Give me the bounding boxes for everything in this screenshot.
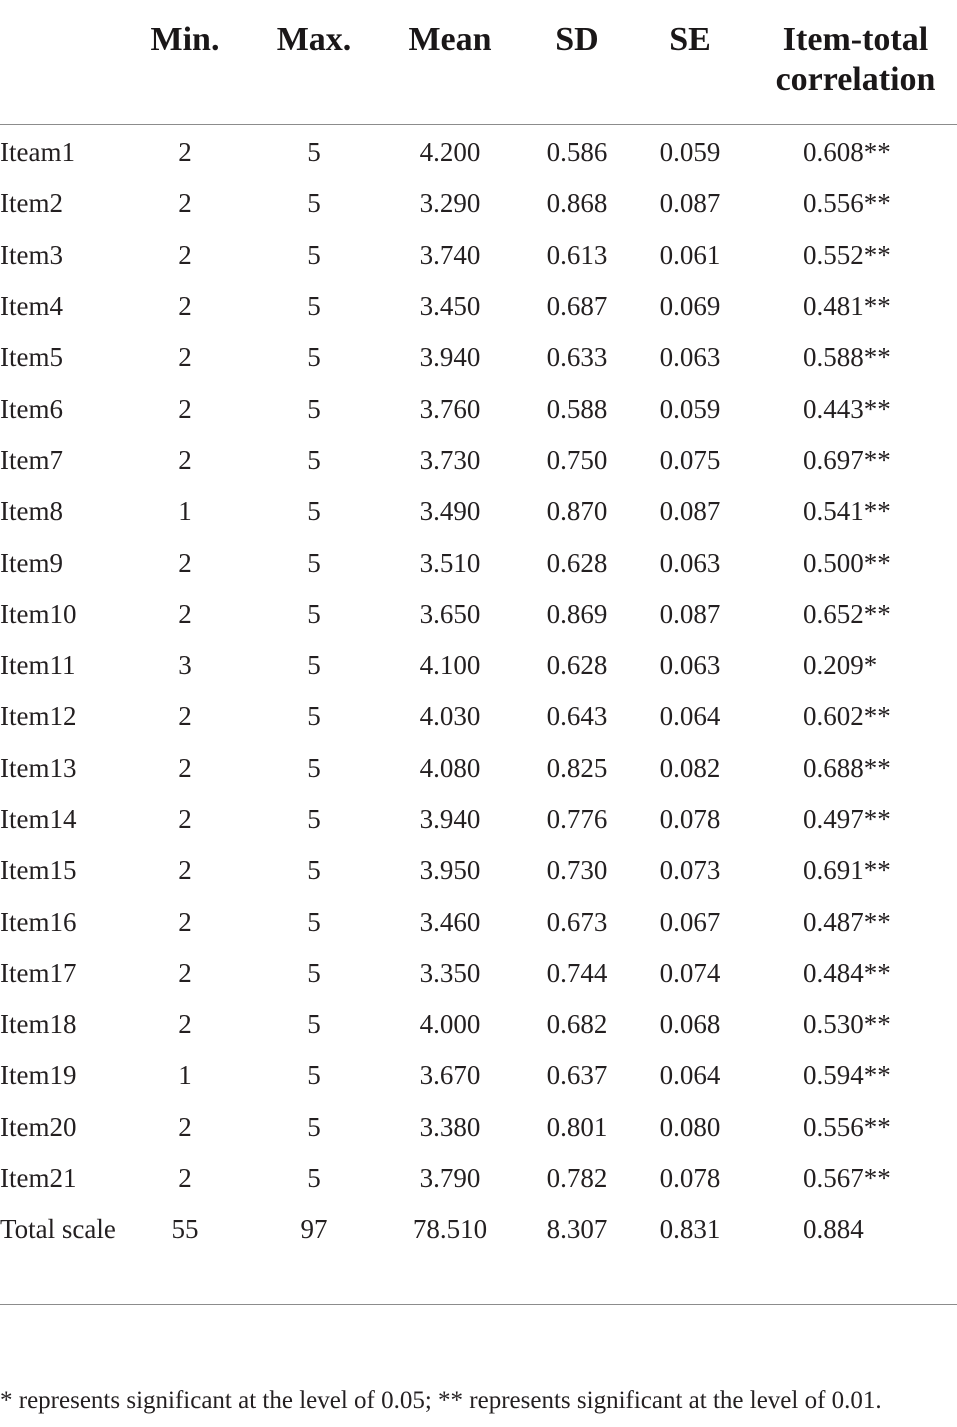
cell-correlation: 0.594** bbox=[803, 1060, 891, 1091]
header-se: SE bbox=[630, 0, 750, 125]
cell-max: 5 bbox=[307, 804, 321, 834]
cell-mean: 3.490 bbox=[419, 496, 481, 527]
table-row bbox=[0, 230, 957, 281]
cell-min: 2 bbox=[178, 188, 192, 219]
row-label: Item11 bbox=[0, 650, 76, 681]
cell-se: 0.064 bbox=[659, 1060, 721, 1091]
table-row bbox=[0, 845, 957, 896]
cell-correlation: 0.556** bbox=[803, 188, 891, 219]
cell-min: 2 bbox=[178, 752, 192, 783]
cell-correlation: 0.500** bbox=[803, 547, 891, 578]
cell-correlation: 0.588** bbox=[803, 342, 891, 373]
cell-min: 2 bbox=[178, 906, 192, 937]
cell-se: 0.087 bbox=[659, 188, 721, 219]
cell-mean: 3.940 bbox=[419, 342, 481, 373]
row-label: Item2 bbox=[0, 188, 63, 219]
cell-correlation: 0.691** bbox=[803, 855, 891, 886]
cell-sd: 0.637 bbox=[546, 1060, 608, 1091]
cell-mean: 3.380 bbox=[419, 1111, 481, 1142]
cell-sd: 0.825 bbox=[546, 752, 608, 783]
cell-mean: 3.650 bbox=[419, 598, 481, 629]
cell-max: 5 bbox=[307, 496, 321, 527]
table-row bbox=[0, 640, 957, 691]
cell-sd: 0.682 bbox=[546, 1009, 608, 1040]
table-row bbox=[0, 896, 957, 947]
cell-max: 5 bbox=[307, 1111, 321, 1142]
row-label: Item7 bbox=[0, 444, 63, 475]
cell-min: 2 bbox=[178, 957, 192, 988]
cell-sd: 0.750 bbox=[546, 444, 608, 475]
cell-max: 97 bbox=[252, 1204, 376, 1305]
cell-sd: 0.643 bbox=[546, 701, 608, 732]
cell-correlation: 0.697** bbox=[803, 444, 891, 475]
cell-sd: 0.628 bbox=[546, 547, 608, 578]
cell-mean: 4.100 bbox=[419, 650, 481, 681]
cell-mean: 78.510 bbox=[376, 1204, 524, 1305]
cell-se: 0.078 bbox=[659, 1163, 721, 1194]
row-label: Iteam1 bbox=[0, 137, 75, 168]
cell-se: 0.075 bbox=[659, 444, 721, 475]
cell-max: 5 bbox=[307, 752, 321, 783]
cell-max: 5 bbox=[307, 650, 321, 681]
cell-mean: 3.760 bbox=[419, 393, 481, 424]
cell-se: 0.059 bbox=[659, 137, 721, 168]
row-label: Item6 bbox=[0, 393, 63, 424]
cell-max: 5 bbox=[307, 393, 321, 424]
total-row bbox=[0, 1204, 957, 1305]
row-label: Item21 bbox=[0, 1163, 77, 1194]
cell-min: 2 bbox=[178, 598, 192, 629]
cell-max: 5 bbox=[307, 239, 321, 270]
row-label: Item10 bbox=[0, 598, 77, 629]
row-label: Item17 bbox=[0, 957, 77, 988]
header-min: Min. bbox=[118, 0, 252, 125]
cell-sd: 0.633 bbox=[546, 342, 608, 373]
cell-correlation: 0.487** bbox=[803, 906, 891, 937]
cell-min: 1 bbox=[178, 1060, 192, 1091]
row-label: Item20 bbox=[0, 1111, 77, 1142]
cell-se: 0.087 bbox=[659, 496, 721, 527]
cell-se: 0.831 bbox=[630, 1204, 750, 1305]
table-row bbox=[0, 948, 957, 999]
cell-sd: 0.588 bbox=[546, 393, 608, 424]
cell-se: 0.069 bbox=[659, 291, 721, 322]
cell-max: 5 bbox=[307, 1060, 321, 1091]
table-row bbox=[0, 999, 957, 1050]
header-sd: SD bbox=[524, 0, 630, 125]
cell-se: 0.063 bbox=[659, 650, 721, 681]
cell-min: 2 bbox=[178, 701, 192, 732]
cell-mean: 3.350 bbox=[419, 957, 481, 988]
cell-min: 2 bbox=[178, 393, 192, 424]
cell-se: 0.063 bbox=[659, 547, 721, 578]
cell-min: 1 bbox=[178, 496, 192, 527]
cell-max: 5 bbox=[307, 188, 321, 219]
cell-max: 5 bbox=[307, 598, 321, 629]
row-label: Item13 bbox=[0, 752, 77, 783]
table-footnote: * represents significant at the level of 0.05; ** represents significant at the level of 0.01. bbox=[0, 1387, 882, 1414]
cell-mean: 3.290 bbox=[419, 188, 481, 219]
row-label: Item15 bbox=[0, 855, 77, 886]
table-row bbox=[0, 537, 957, 588]
cell-min: 3 bbox=[178, 650, 192, 681]
cell-min: 2 bbox=[178, 239, 192, 270]
cell-min: 2 bbox=[178, 444, 192, 475]
cell-mean: 3.950 bbox=[419, 855, 481, 886]
cell-max: 5 bbox=[307, 444, 321, 475]
cell-max: 5 bbox=[307, 342, 321, 373]
row-label: Item3 bbox=[0, 239, 63, 270]
cell-mean: 4.200 bbox=[419, 137, 481, 168]
cell-min: 2 bbox=[178, 1111, 192, 1142]
cell-max: 5 bbox=[307, 957, 321, 988]
cell-mean: 3.740 bbox=[419, 239, 481, 270]
row-label: Item18 bbox=[0, 1009, 77, 1040]
cell-se: 0.080 bbox=[659, 1111, 721, 1142]
cell-max: 5 bbox=[307, 1163, 321, 1194]
cell-sd: 0.730 bbox=[546, 855, 608, 886]
cell-max: 5 bbox=[307, 1009, 321, 1040]
table-row bbox=[0, 589, 957, 640]
cell-correlation: 0.209* bbox=[803, 650, 878, 681]
cell-mean: 3.460 bbox=[419, 906, 481, 937]
cell-se: 0.074 bbox=[659, 957, 721, 988]
cell-mean: 3.730 bbox=[419, 444, 481, 475]
cell-se: 0.059 bbox=[659, 393, 721, 424]
cell-sd: 0.586 bbox=[546, 137, 608, 168]
cell-correlation: 0.484** bbox=[803, 957, 891, 988]
cell-correlation: 0.443** bbox=[803, 393, 891, 424]
cell-min: 2 bbox=[178, 1009, 192, 1040]
cell-sd: 0.628 bbox=[546, 650, 608, 681]
cell-max: 5 bbox=[307, 855, 321, 886]
cell-correlation: 0.481** bbox=[803, 291, 891, 322]
table-row bbox=[0, 1153, 957, 1204]
cell-se: 0.078 bbox=[659, 804, 721, 834]
row-label: Item16 bbox=[0, 906, 77, 937]
table-row bbox=[0, 125, 957, 179]
cell-sd: 0.869 bbox=[546, 598, 608, 629]
cell-sd: 8.307 bbox=[524, 1204, 630, 1305]
table-row bbox=[0, 281, 957, 332]
cell-sd: 0.868 bbox=[546, 188, 608, 219]
cell-max: 5 bbox=[307, 547, 321, 578]
row-label: Item14 bbox=[0, 804, 77, 834]
row-label: Item5 bbox=[0, 342, 63, 373]
cell-correlation: 0.567** bbox=[803, 1163, 891, 1194]
header-max: Max. bbox=[252, 0, 376, 125]
table-row bbox=[0, 743, 957, 794]
cell-min: 2 bbox=[178, 1163, 192, 1194]
cell-sd: 0.776 bbox=[546, 804, 608, 834]
cell-min: 2 bbox=[178, 291, 192, 322]
cell-sd: 0.870 bbox=[546, 496, 608, 527]
cell-se: 0.064 bbox=[659, 701, 721, 732]
cell-sd: 0.673 bbox=[546, 906, 608, 937]
cell-max: 5 bbox=[307, 906, 321, 937]
cell-min: 2 bbox=[178, 342, 192, 373]
cell-mean: 3.940 bbox=[419, 804, 481, 834]
cell-sd: 0.782 bbox=[546, 1163, 608, 1194]
cell-se: 0.082 bbox=[659, 752, 721, 783]
row-label: Total scale bbox=[0, 1204, 118, 1305]
table-row bbox=[0, 435, 957, 486]
row-label: Item12 bbox=[0, 701, 77, 732]
cell-se: 0.068 bbox=[659, 1009, 721, 1040]
table-row bbox=[0, 1102, 957, 1153]
cell-mean: 3.510 bbox=[419, 547, 481, 578]
table-row bbox=[0, 691, 957, 742]
cell-correlation: 0.652** bbox=[803, 598, 891, 629]
cell-correlation: 0.530** bbox=[803, 1009, 891, 1040]
table-row bbox=[0, 178, 957, 229]
table-row bbox=[0, 486, 957, 537]
table-row bbox=[0, 332, 957, 383]
row-label: Item4 bbox=[0, 291, 63, 322]
row-label: Item9 bbox=[0, 547, 63, 578]
cell-correlation: 0.552** bbox=[803, 239, 891, 270]
row-label: Item19 bbox=[0, 1060, 77, 1091]
cell-min: 2 bbox=[178, 855, 192, 886]
cell-correlation: 0.497** bbox=[803, 804, 891, 834]
table-row bbox=[0, 383, 957, 434]
header-row-label bbox=[0, 0, 118, 125]
cell-max: 5 bbox=[307, 701, 321, 732]
cell-min: 2 bbox=[178, 137, 192, 168]
cell-sd: 0.744 bbox=[546, 957, 608, 988]
cell-max: 5 bbox=[307, 137, 321, 168]
cell-correlation: 0.688** bbox=[803, 752, 891, 783]
cell-mean: 4.080 bbox=[419, 752, 481, 783]
header-mean: Mean bbox=[376, 0, 524, 125]
cell-correlation: 0.602** bbox=[803, 701, 891, 732]
cell-min: 55 bbox=[118, 1204, 252, 1305]
cell-mean: 3.450 bbox=[419, 291, 481, 322]
cell-mean: 3.790 bbox=[419, 1163, 481, 1194]
cell-se: 0.067 bbox=[659, 906, 721, 937]
cell-se: 0.061 bbox=[659, 239, 721, 270]
cell-correlation: 0.541** bbox=[803, 496, 891, 527]
cell-correlation: 0.556** bbox=[803, 1111, 891, 1142]
cell-mean: 3.670 bbox=[419, 1060, 481, 1091]
cell-correlation: 0.608** bbox=[803, 137, 891, 168]
cell-mean: 4.030 bbox=[419, 701, 481, 732]
table-row bbox=[0, 1050, 957, 1101]
cell-se: 0.087 bbox=[659, 598, 721, 629]
cell-se: 0.073 bbox=[659, 855, 721, 886]
cell-se: 0.063 bbox=[659, 342, 721, 373]
cell-max: 5 bbox=[307, 291, 321, 322]
cell-sd: 0.687 bbox=[546, 291, 608, 322]
cell-correlation: 0.884 bbox=[750, 1204, 957, 1305]
cell-sd: 0.801 bbox=[546, 1111, 608, 1142]
cell-min: 2 bbox=[178, 804, 192, 834]
header-row bbox=[0, 0, 957, 125]
header-item-total-correlation: Item-total correlation bbox=[750, 0, 957, 125]
cell-sd: 0.613 bbox=[546, 239, 608, 270]
cell-mean: 4.000 bbox=[419, 1009, 481, 1040]
row-label: Item8 bbox=[0, 496, 63, 527]
table-row bbox=[0, 794, 957, 845]
cell-min: 2 bbox=[178, 547, 192, 578]
